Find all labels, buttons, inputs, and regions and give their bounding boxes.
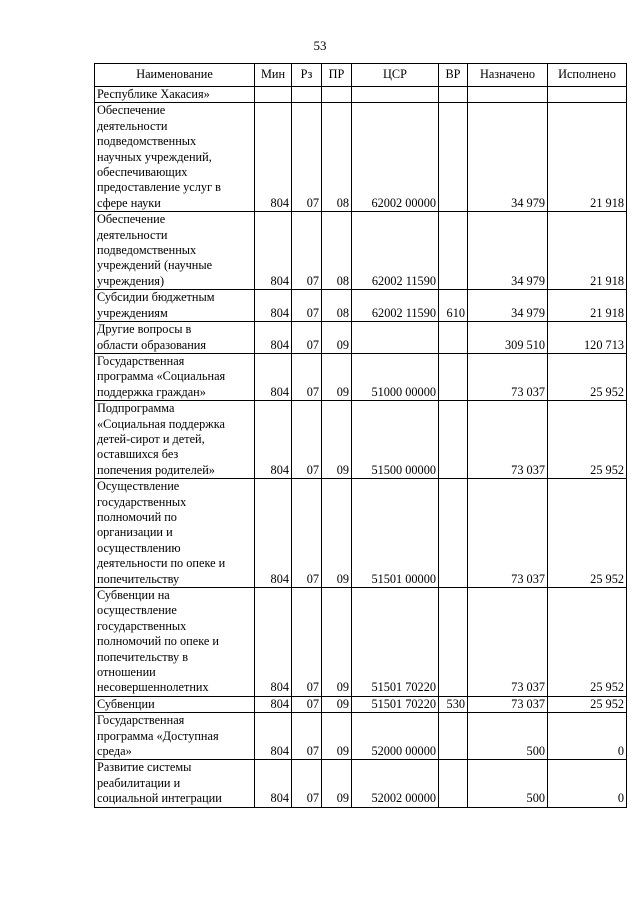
row-name: Обеспечение деятельности подведомственных учреждений (научные учреждения): [95, 212, 255, 290]
row-vr: [439, 401, 468, 479]
row-assigned: 500: [468, 760, 548, 807]
row-rz: [292, 87, 322, 103]
row-name: Субвенции: [95, 696, 255, 712]
row-executed: 21 918: [548, 103, 627, 212]
row-vr: [439, 212, 468, 290]
row-min: 804: [255, 103, 292, 212]
table-row: [95, 103, 627, 212]
header-assigned: Назначено: [468, 64, 548, 87]
row-vr: [439, 103, 468, 212]
table-row: [95, 87, 627, 103]
row-rz: 07: [292, 760, 322, 807]
row-min: 804: [255, 588, 292, 697]
table-row: [95, 696, 627, 712]
row-vr: [439, 713, 468, 760]
row-name: Подпрограмма «Социальная поддержка детей-сирот и детей, оставшихся без попечения родителей»: [95, 401, 255, 479]
row-name: Республике Хакасия»: [95, 87, 255, 103]
row-rz: 07: [292, 401, 322, 479]
row-csr: 51501 70220: [352, 588, 439, 697]
row-min: [255, 87, 292, 103]
table-row: [95, 322, 627, 354]
row-min: 804: [255, 760, 292, 807]
row-csr: 51501 70220: [352, 696, 439, 712]
row-csr: [352, 87, 439, 103]
row-pr: 09: [322, 479, 352, 588]
row-vr: [439, 760, 468, 807]
row-executed: 21 918: [548, 290, 627, 322]
row-assigned: 73 037: [468, 479, 548, 588]
row-rz: 07: [292, 212, 322, 290]
table-header-row: [95, 64, 627, 87]
row-name: Другие вопросы в области образования: [95, 322, 255, 354]
row-executed: 25 952: [548, 353, 627, 400]
row-assigned: 73 037: [468, 401, 548, 479]
header-min: Мин: [255, 64, 292, 87]
table-row: [95, 401, 627, 479]
row-vr: [439, 87, 468, 103]
row-min: 804: [255, 479, 292, 588]
row-pr: 09: [322, 401, 352, 479]
row-pr: 09: [322, 760, 352, 807]
header-pr: ПР: [322, 64, 352, 87]
row-assigned: 34 979: [468, 290, 548, 322]
row-name: Обеспечение деятельности подведомственных научных учреждений, обеспечивающих предоставление услуг в сфере науки: [95, 103, 255, 212]
row-csr: 62002 11590: [352, 290, 439, 322]
row-min: 804: [255, 401, 292, 479]
row-csr: 62002 00000: [352, 103, 439, 212]
row-executed: 120 713: [548, 322, 627, 354]
row-executed: 25 952: [548, 588, 627, 697]
row-vr: [439, 479, 468, 588]
row-assigned: 309 510: [468, 322, 548, 354]
row-csr: 52000 00000: [352, 713, 439, 760]
row-name: Осуществление государственных полномочий по организации и осуществлению деятельности по опеке и попечительству: [95, 479, 255, 588]
header-vr: ВР: [439, 64, 468, 87]
table-row: [95, 212, 627, 290]
row-csr: 52002 00000: [352, 760, 439, 807]
row-pr: 09: [322, 588, 352, 697]
header-rz: Рз: [292, 64, 322, 87]
table-row: [95, 588, 627, 697]
header-name: Наименование: [95, 64, 255, 87]
row-csr: 51000 00000: [352, 353, 439, 400]
row-pr: 09: [322, 353, 352, 400]
row-csr: 51501 00000: [352, 479, 439, 588]
row-pr: 08: [322, 103, 352, 212]
row-name: Государственная программа «Доступная среда»: [95, 713, 255, 760]
row-assigned: 73 037: [468, 588, 548, 697]
row-rz: 07: [292, 290, 322, 322]
row-vr: 610: [439, 290, 468, 322]
row-vr: [439, 322, 468, 354]
row-csr: 62002 11590: [352, 212, 439, 290]
row-vr: [439, 588, 468, 697]
row-pr: 09: [322, 713, 352, 760]
row-executed: 25 952: [548, 696, 627, 712]
row-executed: 25 952: [548, 401, 627, 479]
table-row: [95, 353, 627, 400]
row-executed: [548, 87, 627, 103]
row-rz: 07: [292, 713, 322, 760]
row-assigned: 34 979: [468, 212, 548, 290]
row-min: 804: [255, 212, 292, 290]
row-rz: 07: [292, 696, 322, 712]
row-vr: 530: [439, 696, 468, 712]
row-rz: 07: [292, 588, 322, 697]
row-csr: [352, 322, 439, 354]
row-min: 804: [255, 696, 292, 712]
row-name: Государственная программа «Социальная поддержка граждан»: [95, 353, 255, 400]
header-csr: ЦСР: [352, 64, 439, 87]
row-rz: 07: [292, 479, 322, 588]
row-rz: 07: [292, 353, 322, 400]
row-rz: 07: [292, 322, 322, 354]
row-vr: [439, 353, 468, 400]
budget-table: [94, 63, 627, 808]
row-name: Субсидии бюджетным учреждениям: [95, 290, 255, 322]
row-executed: 0: [548, 713, 627, 760]
row-min: 804: [255, 290, 292, 322]
row-rz: 07: [292, 103, 322, 212]
row-min: 804: [255, 713, 292, 760]
row-assigned: 73 037: [468, 696, 548, 712]
row-pr: 09: [322, 696, 352, 712]
row-executed: 0: [548, 760, 627, 807]
row-assigned: [468, 87, 548, 103]
page-number: 53: [313, 38, 327, 53]
row-assigned: 500: [468, 713, 548, 760]
row-executed: 21 918: [548, 212, 627, 290]
row-min: 804: [255, 353, 292, 400]
row-assigned: 34 979: [468, 103, 548, 212]
table-row: [95, 290, 627, 322]
row-executed: 25 952: [548, 479, 627, 588]
table-row: [95, 479, 627, 588]
table-row: [95, 713, 627, 760]
row-name: Субвенции на осуществление государственных полномочий по опеке и попечительству в отношении несовершеннолетних: [95, 588, 255, 697]
row-assigned: 73 037: [468, 353, 548, 400]
row-pr: 08: [322, 290, 352, 322]
row-csr: 51500 00000: [352, 401, 439, 479]
header-executed: Исполнено: [548, 64, 627, 87]
row-pr: 08: [322, 212, 352, 290]
table-row: [95, 760, 627, 807]
row-pr: 09: [322, 322, 352, 354]
row-min: 804: [255, 322, 292, 354]
row-pr: [322, 87, 352, 103]
row-name: Развитие системы реабилитации и социальной интеграции: [95, 760, 255, 807]
